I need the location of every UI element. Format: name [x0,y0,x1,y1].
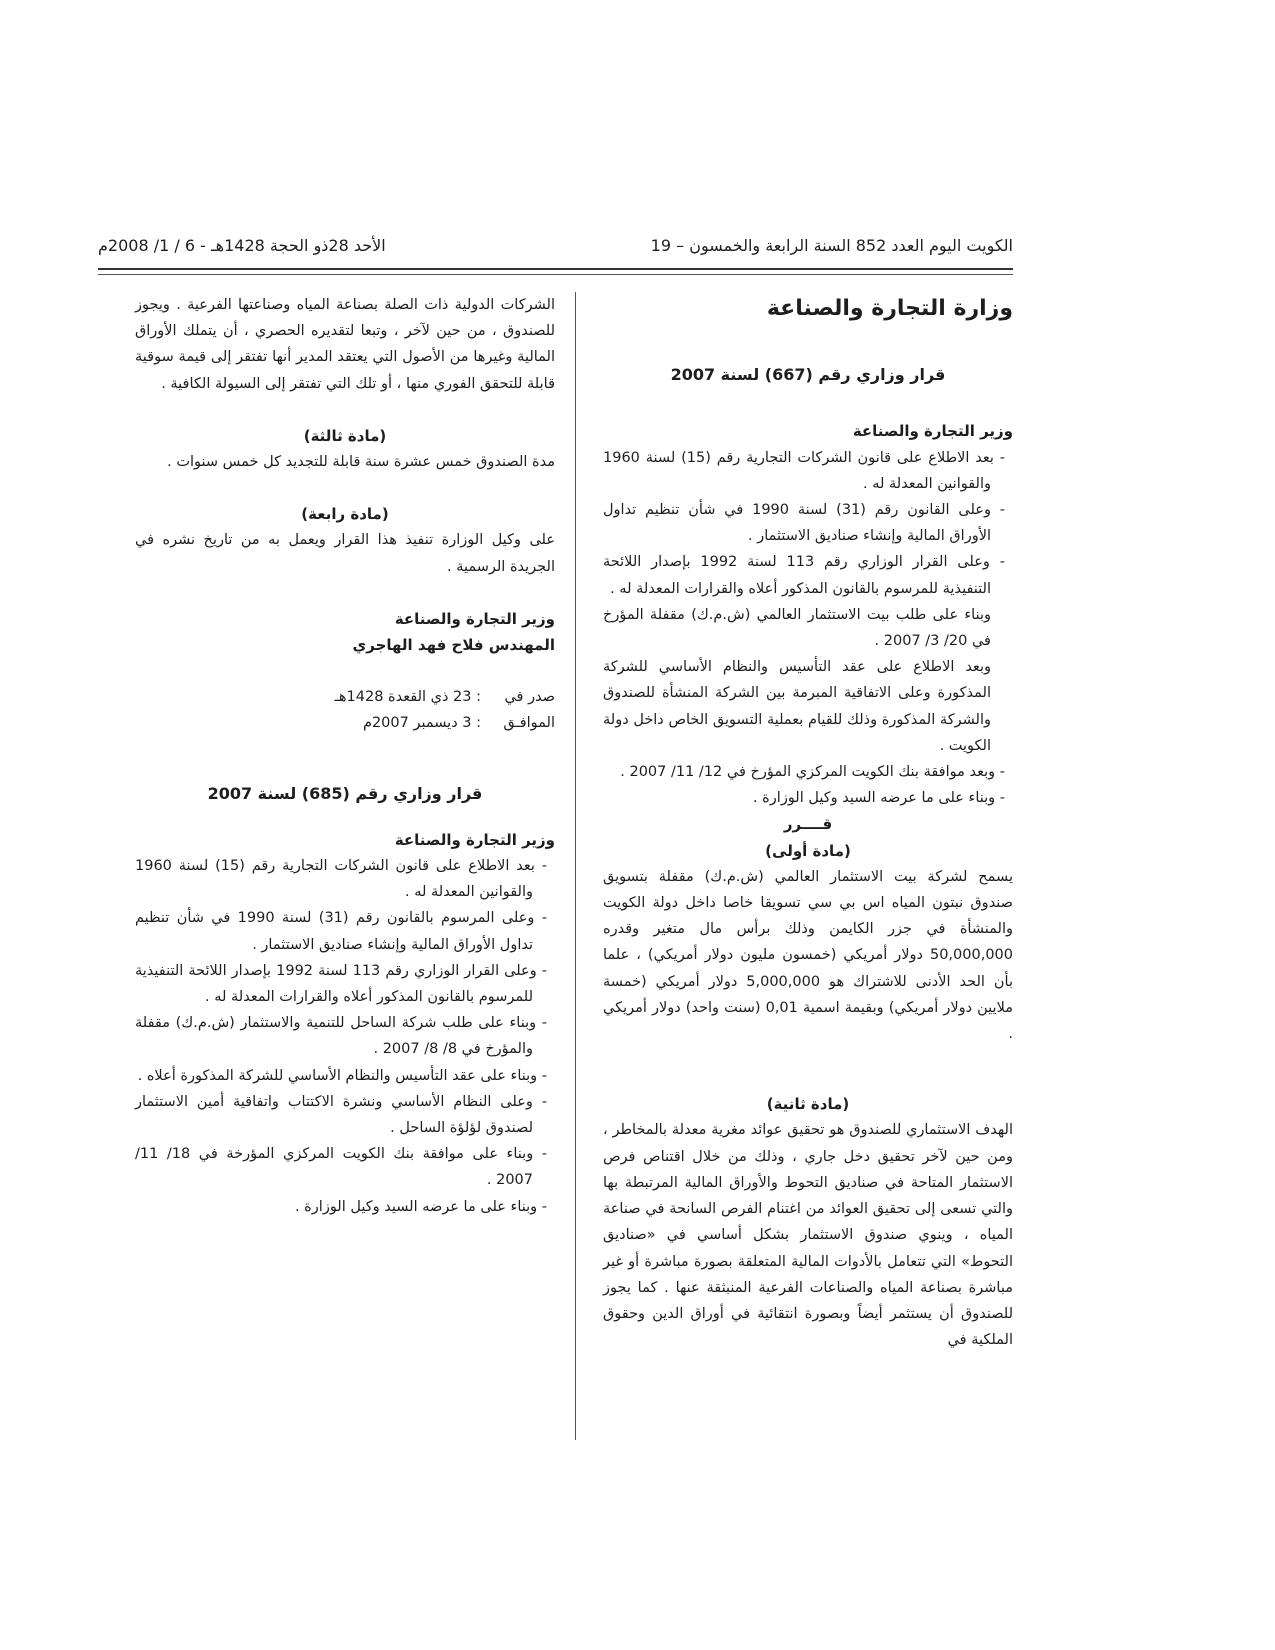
preamble-item-2: - وبناء على ما عرضه السيد وكيل الوزارة . [294,1198,547,1215]
preamble-item-2: - وبناء على طلب شركة الساحل للتنمية والاستثمار (ش.م.ك) مقفلة والمؤرخ في 8/ 8/ 2007 . [135,1015,547,1058]
preamble-item: - وبعد موافقة بنك الكويت المركزي المؤرخ في 12/ 11/ 2007 . [620,764,1005,781]
preamble-item-2: - وبناء على عقد التأسيس والنظام الأساسي للشركة المذكورة أعلاه . [137,1067,547,1084]
preamble-item: - بعد الاطلاع على قانون الشركات التجارية رقم (15) لسنة 1960 والقوانين المعدلة له . [603,449,1005,492]
preamble-item: وبناء على طلب بيت الاستثمار العالمي (ش.م.ك) مقفلة المؤرخ في 20/ 3/ 2007 . [603,606,991,650]
article-4-text: على وكيل الوزارة تنفيذ هذا القرار ويعمل به من تاريخ نشره في الجريدة الرسمية . [135,532,555,575]
header-issue-info: الكويت اليوم العدد 852 السنة الرابعة والخمسون – 19 [650,236,1013,255]
article-1-title: (مادة أولى) [765,841,851,860]
left-column [135,292,555,1220]
article-2-continuation: الشركات الدولية ذات الصلة بصناعة المياه وصناعتها الفرعية . ويجوز للصندوق ، من حين لآخر ، وتبعا لتقديره الحصري ، أن يتملك الأوراق المالية وغيرها من الأصول التي يعتقد المدير أنها تفتقر إلى قيمة سوقية قابلة للتحقق الفوري منها ، أو تلك التي تفتقر إلى السيولة الكافية . [135,297,555,392]
preamble-item-2: - بعد الاطلاع على قانون الشركات التجارية رقم (15) لسنة 1960 والقوانين المعدلة له . [135,858,547,901]
article-3-title: (مادة ثالثة) [303,426,387,445]
article-2-text: الهدف الاستثماري للصندوق هو تحقيق عوائد مغرية معدلة بالمخاطر ، ومن حين لآخر تحقيق دخل جاري ، وذلك من خلال اقتناص فرص الاستثمار المتاحة في صناديق التحوط والأوراق المالية المرتبطة بها والتي تسعى إلى تحقيق العوائد من اغتنام الفرص السانحة في صناعة المياه ، وينوي صندوق الاستثمار بشكل أساسي في «صناديق التحوط» التي تتعامل بالأدوات المالية المتعلقة بصورة مباشرة أو غير مباشرة بصناعة المياه والصناعات الفرعية المنبثقة عنها . كما يجوز للصندوق أن يستثمر أيضاً وبصورة انتقائية في أوراق الدين وحقوق الملكية في [603,1122,1013,1349]
preamble-item-2: - وعلى المرسوم بالقانون رقم (31) لسنة 1990 في شأن تنظيم تداول الأوراق المالية وإنشاء صناديق الاستثمار . [135,910,547,953]
header-date: الأحد 28ذو الحجة 1428هـ - 6 / 1/ 2008م [98,236,386,255]
preamble-item: - وعلى القرار الوزاري رقم 113 لسنة 1992 بإصدار اللائحة التنفيذية للمرسوم بالقانون المذكور أعلاه والقرارات المعدلة له . [603,554,1005,597]
preamble-item: - وعلى القانون رقم (31) لسنة 1990 في شأن تنظيم تداول الأوراق المالية وإنشاء صناديق الاستثمار . [603,502,1006,545]
issued-label: صدر في [504,689,555,706]
minister-line: وزير التجارة والصناعة [852,422,1013,441]
column-divider [575,292,576,1440]
decision-667-title: قرار وزاري رقم (667) لسنة 2007 [670,365,946,385]
corresponding-label: الموافـق [503,715,555,732]
article-2-title: (مادة ثانية) [766,1095,850,1114]
preamble-item-2: - وعلى القرار الوزاري رقم 113 لسنة 1992 بإصدار اللائحة التنفيذية للمرسوم بالقانون المذكور أعلاه والقرارات المعدلة له . [135,962,547,1006]
header-rule-thick [98,268,1013,270]
decision-685-title: قرار وزاري رقم (685) لسنة 2007 [207,783,483,803]
signatory-name: المهندس فلاح فهد الهاجري [352,636,555,655]
right-column [603,292,1013,1353]
corresponding-value: : 3 ديسمبر 2007م [362,715,481,732]
issued-date-row [135,684,555,710]
issued-value: : 23 ذي القعدة 1428هـ [334,689,481,706]
preamble-item: وبعد الاطلاع على عقد التأسيس والنظام الأساسي للشركة المذكورة وعلى الاتفاقية المبرمة بين الشركة المنشأة للصندوق والشركة المذكورة وذلك للقيام بعملية التسويق الخاص داخل دولة الكويت . [603,659,991,754]
minister-line-2: وزير التجارة والصناعة [394,830,555,849]
header-rule-thin [98,274,1013,275]
article-4-title: (مادة رابعة) [301,505,389,524]
corresponding-date-row [135,710,555,736]
article-3-text: مدة الصندوق خمس عشرة سنة قابلة للتجديد كل خمس سنوات . [167,454,555,471]
preamble-item-2: - وبناء على موافقة بنك الكويت المركزي المؤرخة في 18/ 11/ 2007 . [135,1146,547,1189]
decided-heading: قــــرر [783,815,833,834]
page-header [98,232,1013,264]
signatory-title: وزير التجارة والصناعة [394,609,555,628]
ministry-heading: وزارة التجارة والصناعة [766,296,1013,321]
preamble-item-2: - وعلى النظام الأساسي ونشرة الاكتتاب واتفاقية أمين الاستثمار لصندوق لؤلؤة الساحل . [135,1093,547,1137]
article-1-text: يسمح لشركة بيت الاستثمار العالمي (ش.م.ك) مقفلة بتسويق صندوق نبتون المياه اس بي سي تسويقا خاصا داخل دولة الكويت والمنشأة في جزر الكايمن وذلك برأس مال متغير وقدره 50,000,000 دولار أمريكي (خمسون مليون دولار أمريكي) ، علما بأن الحد الأدنى للاشتراك هو 5,000,000 دولار أمريكي (خمسة ملايين دولار أمريكي) وبقيمة اسمية 0,01 (سنت واحد) دولار أمريكي . [603,868,1013,1043]
preamble-item: - وبناء على ما عرضه السيد وكيل الوزارة . [752,790,1005,807]
